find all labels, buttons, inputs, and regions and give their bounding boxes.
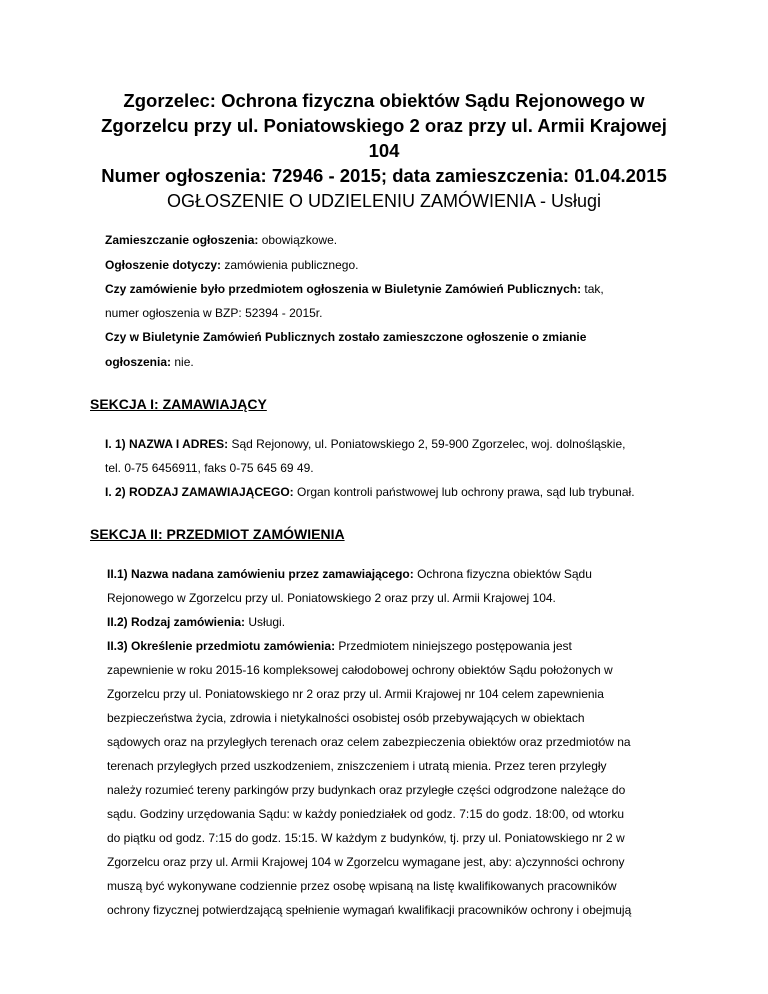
document-title <box>60 88 708 188</box>
order-name-row <box>107 567 592 581</box>
bzp-number: numer ogłoszenia w BZP: 52394 - 2015r. <box>105 306 323 320</box>
change-label-text: Czy w Biuletynie Zamówień Publicznych zostało zamieszczone ogłoszenie o zmianie <box>105 330 587 344</box>
order-name-cont: Rejonowego w Zgorzelcu przy ul. Poniatowskiego 2 oraz przy ul. Armii Krajowej 104. <box>107 591 556 605</box>
change-label-cont: ogłoszenia: <box>105 355 172 369</box>
title-line: Zgorzelcu przy ul. Poniatowskiego 2 oraz przy ul. Armii Krajowej <box>101 115 667 136</box>
placement-row <box>105 233 337 247</box>
title-line: Zgorzelec: Ochrona fizyczna obiektów Sądu Rejonowego w <box>123 90 645 111</box>
placement-value: obowiązkowe. <box>258 233 338 247</box>
desc-line: zapewnienie w roku 2015-16 kompleksowej całodobowej ochrony obiektów Sądu położonych w <box>107 663 613 677</box>
desc-line: Zgorzelcu oraz przy ul. Armii Krajowej 104 w Zgorzelcu wymagane jest, aby: a)czynności ochrony <box>107 855 625 869</box>
bzp-label: Czy zamówienie było przedmiotem ogłoszenia w Biuletynie Zamówień Publicznych: <box>105 282 582 296</box>
section1-heading: SEKCJA I: ZAMAWIAJĄCY <box>90 396 267 412</box>
type-value: Organ kontroli państwowej lub ochrony prawa, sąd lub trybunał. <box>293 485 635 499</box>
change-label <box>105 330 586 344</box>
order-desc-first: Przedmiotem niniejszego postępowania jest <box>335 639 572 653</box>
name-address-row <box>105 437 625 451</box>
desc-line: do piątku od godz. 7:15 do godz. 15:15. W każdym z budynków, tj. przy ul. Poniatowskiego nr 2 w <box>107 831 625 845</box>
section2-heading: SEKCJA II: PRZEDMIOT ZAMÓWIENIA <box>90 526 345 542</box>
order-kind-row <box>107 615 285 629</box>
name-address-value: Sąd Rejonowy, ul. Poniatowskiego 2, 59-900 Zgorzelec, woj. dolnośląskie, <box>228 437 626 451</box>
desc-line: sądu. Godziny urzędowania Sądu: w każdy poniedziałek od godz. 7:15 do godz. 18:00, od wtorku <box>107 807 625 821</box>
order-kind-label: II.2) Rodzaj zamówienia: <box>107 615 246 629</box>
change-value: nie. <box>171 355 194 369</box>
phone-line: tel. 0-75 6456911, faks 0-75 645 69 49. <box>105 461 314 475</box>
concerns-label: Ogłoszenie dotyczy: <box>105 258 222 272</box>
bzp-row <box>105 282 604 296</box>
desc-line: sądowych oraz na przyległych terenach oraz celem zabezpieczenia obiektów oraz przedmiotów na <box>107 735 631 749</box>
title-line: Numer ogłoszenia: 72946 - 2015; data zamieszczenia: 01.04.2015 <box>101 165 667 186</box>
bzp-value: tak, <box>581 282 604 296</box>
change-row <box>105 355 194 369</box>
order-kind-value: Usługi. <box>245 615 286 629</box>
desc-line: muszą być wykonywane codziennie przez osobę wpisaną na listę kwalifikowanych pracowników <box>107 879 617 893</box>
desc-line: ochrony fizycznej potwierdzającą spełnienie wymagań kwalifikacji pracowników ochrony i obejmują <box>107 903 632 917</box>
document-subtitle: OGŁOSZENIE O UDZIELENIU ZAMÓWIENIA - Usługi <box>166 191 602 211</box>
type-row <box>105 485 635 499</box>
placement-label: Zamieszczanie ogłoszenia: <box>105 233 259 247</box>
name-address-label: I. 1) NAZWA I ADRES: <box>105 437 229 451</box>
order-desc-label: II.3) Określenie przedmiotu zamówienia: <box>107 639 336 653</box>
desc-line: należy rozumieć tereny parkingów przy budynkach oraz przyległe części odgrodzone należące do <box>107 783 626 797</box>
desc-line: terenach przyległych przed uszkodzeniem, zniszczeniem i utratą mienia. Przez teren przyległy <box>107 759 607 773</box>
desc-line: Zgorzelcu przy ul. Poniatowskiego nr 2 oraz przy ul. Armii Krajowej nr 104 celem zapewnienia <box>107 687 604 701</box>
title-line: 104 <box>368 140 400 161</box>
order-name-label: II.1) Nazwa nadana zamówieniu przez zamawiającego: <box>107 567 414 581</box>
desc-line: bezpieczeństwa życia, zdrowia i nietykalności osobistej osób przebywających w obiektach <box>107 711 585 725</box>
order-desc-row <box>107 639 572 653</box>
concerns-row <box>105 258 358 272</box>
concerns-value: zamówienia publicznego. <box>221 258 359 272</box>
order-name-value: Ochrona fizyczna obiektów Sądu <box>413 567 592 581</box>
type-label: I. 2) RODZAJ ZAMAWIAJĄCEGO: <box>105 485 294 499</box>
